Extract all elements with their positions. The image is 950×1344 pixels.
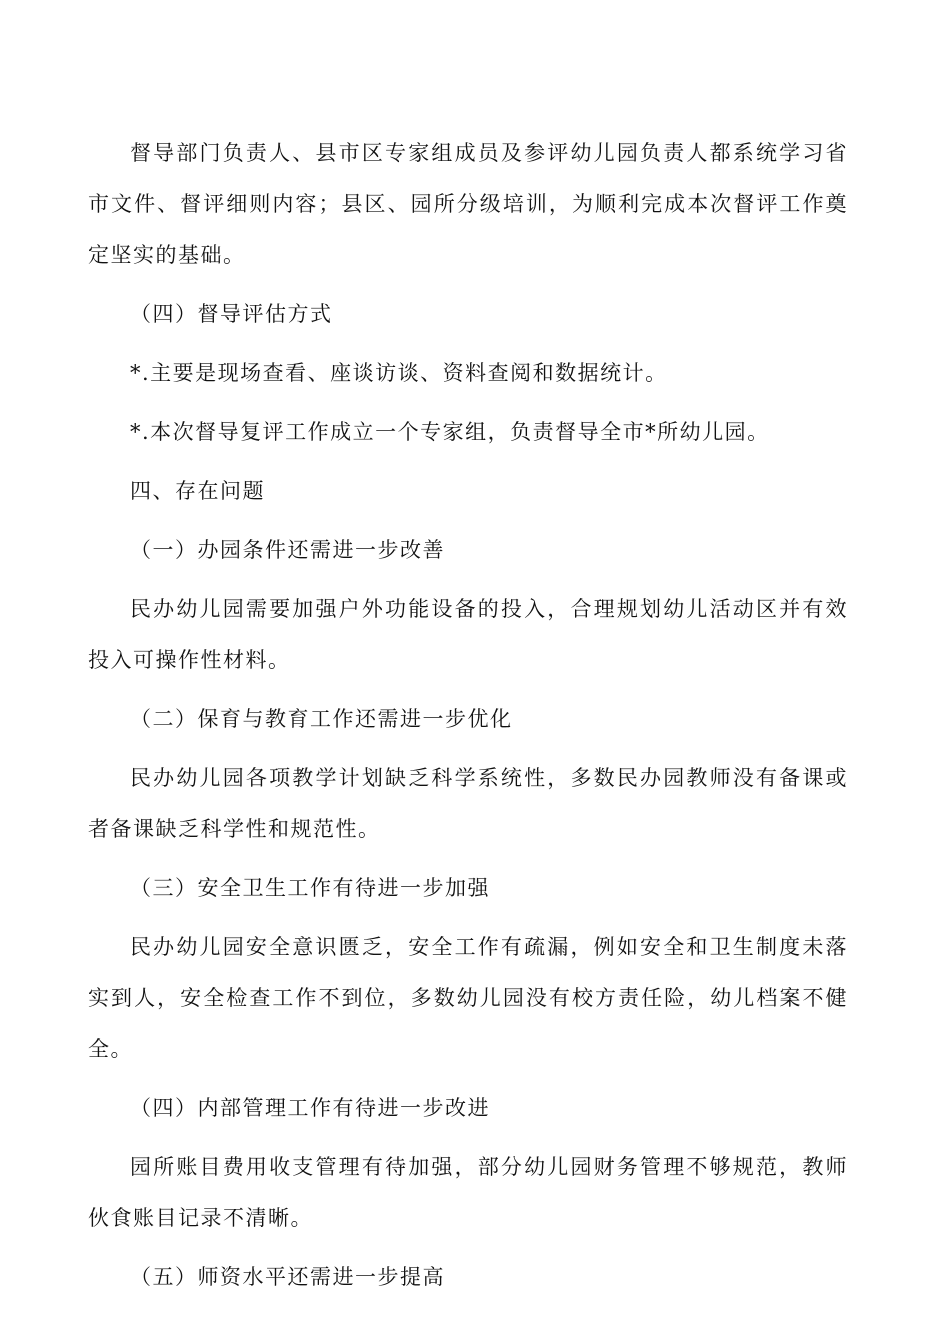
subheading-conditions: （一）办园条件还需进一步改善 xyxy=(130,538,445,562)
subheading-education: （二）保育与教育工作还需进一步优化 xyxy=(130,707,513,731)
subheading-safety: （三）安全卫生工作有待进一步加强 xyxy=(130,876,490,900)
paragraph-safety: 民办幼儿园安全意识匮乏，安全工作有疏漏，例如安全和卫生制度未落实到人，安全检查工作不到位，多数幼儿园没有校方责任险，幼儿档案不健全。 xyxy=(88,935,848,1061)
paragraph-method-1: *.主要是现场查看、座谈访谈、资料查阅和数据统计。 xyxy=(130,361,668,385)
paragraph-conditions: 民办幼儿园需要加强户外功能设备的投入，合理规划幼儿活动区并有效投入可操作性材料。 xyxy=(88,597,848,672)
subheading-evaluation-method: （四）督导评估方式 xyxy=(130,302,333,326)
heading-problems: 四、存在问题 xyxy=(130,479,265,503)
document-body xyxy=(88,128,848,1311)
subheading-management: （四）内部管理工作有待进一步改进 xyxy=(130,1096,490,1120)
paragraph-education: 民办幼儿园各项教学计划缺乏科学系统性，多数民办园教师没有备课或者备课缺乏科学性和规范性。 xyxy=(88,766,848,841)
subheading-teachers: （五）师资水平还需进一步提高 xyxy=(130,1265,445,1289)
paragraph-method-2: *.本次督导复评工作成立一个专家组，负责督导全市*所幼儿园。 xyxy=(130,420,770,444)
paragraph-training: 督导部门负责人、县市区专家组成员及参评幼儿园负责人都系统学习省市文件、督评细则内容；县区、园所分级培训，为顺利完成本次督评工作奠定坚实的基础。 xyxy=(88,141,848,267)
paragraph-management: 园所账目费用收支管理有待加强，部分幼儿园财务管理不够规范，教师伙食账目记录不清晰。 xyxy=(88,1155,848,1230)
